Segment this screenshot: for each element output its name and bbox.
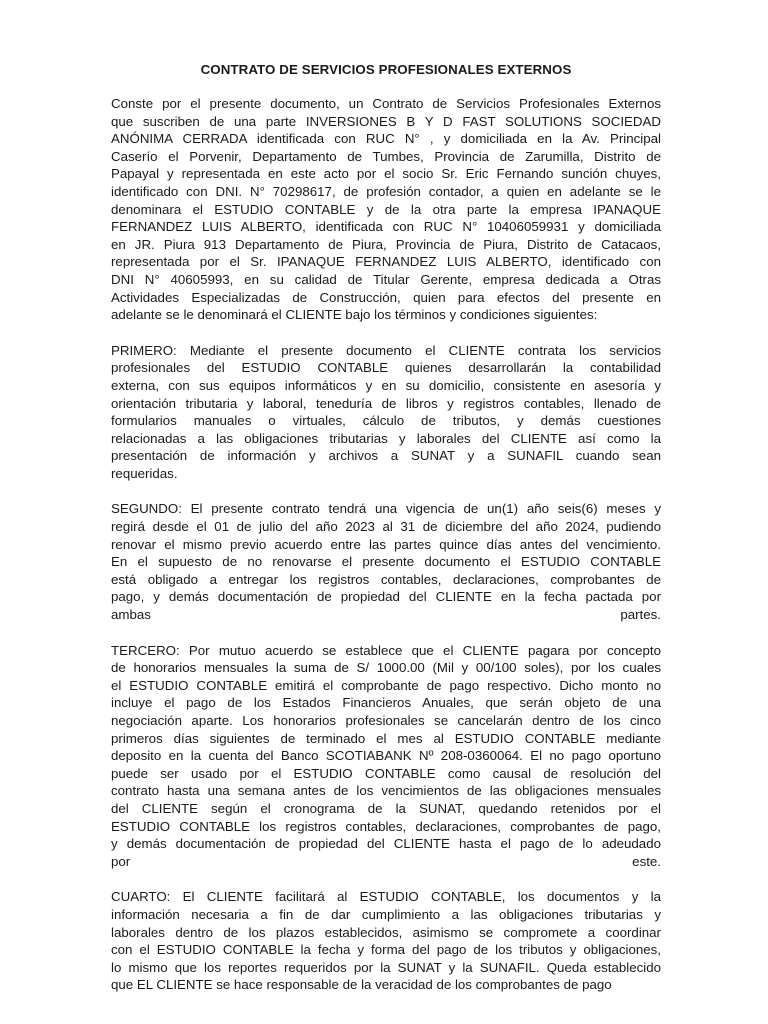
paragraph-line: del CLIENTE según el cronograma de la SUNAT, quedando retenidos por el [111, 800, 661, 816]
paragraph-line: de honorarios mensuales la suma de S/ 1000.00 (Mil y 00/100 soles), por los cuales [111, 660, 661, 676]
paragraph-line: requeridas. [111, 465, 178, 481]
paragraph-word: partes. [620, 607, 661, 623]
paragraph-line: primeros días siguientes de terminado el mes al ESTUDIO CONTABLE mediante [111, 730, 661, 746]
paragraph-line: y demás documentación de propiedad del CLIENTE hasta el pago de lo adeudado [111, 836, 661, 852]
paragraph-line: lo mismo que los reportes requeridos por la SUNAT y la SUNAFIL. Queda establecido [111, 959, 661, 975]
paragraph-word: ambas [111, 607, 151, 623]
paragraph-line: Actividades Especializadas de Construcción, quien para efectos del presente en [111, 289, 661, 305]
paragraph-line: renovar el mismo previo acuerdo entre las partes quince días antes del vencimiento. [111, 536, 661, 552]
paragraph-cuarto [111, 888, 661, 994]
paragraph-line: negociación aparte. Los honorarios profesionales se cancelarán dentro de los cinco [111, 713, 661, 728]
paragraph-line: identificado con DNI. N° 70298617, de profesión contador, a quien en adelante se le [111, 183, 661, 199]
paragraph-line: relacionadas a las obligaciones tributarias y laborales del CLIENTE así como la [111, 430, 661, 446]
document-body [111, 95, 661, 994]
paragraph-line: incluye el pago de los Estados Financieros Anuales, que serán objeto de una [111, 695, 661, 711]
paragraph-line: DNI N° 40605993, en su calidad de Titular Gerente, empresa dedicada a Otras [111, 271, 661, 287]
paragraph-segundo [111, 500, 661, 623]
paragraph-primero [111, 342, 661, 483]
paragraph-line: contrato hasta una semana antes de los vencimientos de las obligaciones mensuales [111, 783, 661, 799]
paragraph-line: Conste por el presente documento, un Contrato de Servicios Profesionales Externos [111, 96, 661, 111]
document-page [111, 62, 661, 1012]
paragraph-preambulo [111, 95, 661, 324]
paragraph-line: laborales dentro de los plazos establecidos, asimismo se compromete a coordinar [111, 924, 661, 940]
paragraph-line: FERNANDEZ LUIS ALBERTO, identificada con RUC N° 10406059931 y domiciliada [111, 219, 661, 235]
paragraph-line: orientación tributaria y laboral, teneduría de libros y registros contables, llenado de [111, 395, 661, 411]
paragraph-line: el ESTUDIO CONTABLE emitirá el comprobante de pago respectivo. Dicho monto no [111, 677, 661, 693]
paragraph-line: deposito en la cuenta del Banco SCOTIABANK Nº 208-0360064. El no pago oportuno [111, 748, 661, 764]
paragraph-line: formularios manuales o virtuales, cálculo de tributos, y demás cuestiones [111, 413, 661, 429]
paragraph-line: ANÓNIMA CERRADA identificada con RUC N° , y domiciliada en la Av. Principal [111, 131, 661, 147]
paragraph-line: que EL CLIENTE se hace responsable de la veracidad de los comprobantes de pago [111, 977, 612, 993]
paragraph-line: presentación de información y archivos a SUNAT y a SUNAFIL cuando sean [111, 448, 661, 464]
paragraph-line: pago, y demás documentación de propiedad del CLIENTE en la fecha pactada por [111, 589, 661, 605]
paragraph-line: información necesaria a fin de dar cumplimiento a las obligaciones tributarias y [111, 906, 661, 922]
paragraph-line: adelante se le denominará el CLIENTE bajo los términos y condiciones siguientes: [111, 307, 598, 323]
paragraph-line: puede ser usado por el ESTUDIO CONTABLE como causal de resolución del [111, 765, 661, 781]
paragraph-line: externa, con sus equipos informáticos y en su domicilio, consistente en asesoría y [111, 377, 661, 393]
paragraph-line: PRIMERO: Mediante el presente documento el CLIENTE contrata los servicios [111, 342, 661, 358]
paragraph-line: con el ESTUDIO CONTABLE la fecha y forma del pago de los tributos y obligaciones, [111, 942, 661, 958]
paragraph-line: Caserío el Porvenir, Departamento de Tumbes, Provincia de Zarumilla, Distrito de [111, 148, 661, 164]
document-title: CONTRATO DE SERVICIOS PROFESIONALES EXTERNOS [200, 62, 572, 77]
paragraph-word: este. [632, 853, 661, 869]
paragraph-line [111, 606, 661, 624]
paragraph-tercero [111, 642, 661, 871]
paragraph-line: representada por el Sr. IPANAQUE FERNANDEZ LUIS ALBERTO, identificado con [111, 254, 661, 270]
paragraph-line: TERCERO: Por mutuo acuerdo se establece que el CLIENTE pagara por concepto [111, 642, 661, 658]
paragraph-line: regirá desde el 01 de julio del año 2023 al 31 de diciembre del año 2024, pudiendo [111, 519, 661, 535]
paragraph-word: por [111, 853, 131, 869]
paragraph-line: ESTUDIO CONTABLE los registros contables, declaraciones, comprobantes de pago, [111, 818, 661, 834]
paragraph-line: está obligado a entregar los registros contables, declaraciones, comprobantes de [111, 571, 661, 587]
paragraph-line: que suscriben de una parte INVERSIONES B Y D FAST SOLUTIONS SOCIEDAD [111, 113, 661, 129]
paragraph-line: en JR. Piura 913 Departamento de Piura, Provincia de Piura, Distrito de Catacaos, [111, 236, 661, 252]
paragraph-line: denominara el ESTUDIO CONTABLE y de la otra parte la empresa IPANAQUE [111, 201, 661, 217]
paragraph-line: CUARTO: El CLIENTE facilitará al ESTUDIO CONTABLE, los documentos y la [111, 889, 661, 905]
paragraph-line: profesionales del ESTUDIO CONTABLE quienes desarrollarán la contabilidad [111, 360, 661, 376]
paragraph-line: En el supuesto de no renovarse el presente documento el ESTUDIO CONTABLE [111, 554, 661, 570]
paragraph-line: Papayal y representada en este acto por el socio Sr. Eric Fernando sunción chuyes, [111, 166, 661, 182]
paragraph-line: SEGUNDO: El presente contrato tendrá una vigencia de un(1) año seis(6) meses y [111, 501, 661, 517]
paragraph-line [111, 853, 661, 871]
